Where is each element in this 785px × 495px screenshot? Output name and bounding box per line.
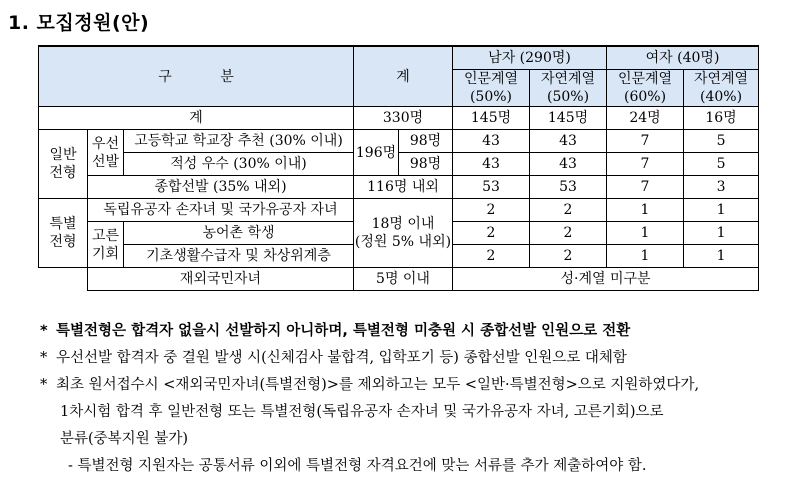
table-cell: 2 xyxy=(453,245,530,268)
table-cell: 2 xyxy=(530,199,607,222)
row-count: 116명 내외 xyxy=(354,176,453,199)
header-gubun: 구 분 xyxy=(39,46,354,107)
overseas-note: 성·계열 미구분 xyxy=(453,268,759,291)
note-3-end: 분류(중복지원 불가) xyxy=(60,431,188,447)
table-cell: 43 xyxy=(453,130,530,153)
priority-label: 우선 선발 xyxy=(88,130,124,176)
quota-table xyxy=(38,45,759,291)
table-cell: 7 xyxy=(607,176,684,199)
row-label: 적성 우수 (30% 이내) xyxy=(124,153,354,176)
header-female-humanities: 인문계열 (60%) xyxy=(607,70,684,107)
total-cell: 145명 xyxy=(453,107,530,130)
table-row xyxy=(39,268,759,291)
note-1: * 특별전형은 합격자 없을시 선발하지 아니하며, 특별전형 미충원 시 종합선발 인원으로 전환 xyxy=(40,323,631,339)
note-3: * 최초 원서접수시 <재외국민자녀(특별전형)>를 제외하고는 모두 <일반·특별전형>으로 지원하였다가, xyxy=(40,377,700,393)
header-row-1 xyxy=(39,46,759,70)
table-cell: 43 xyxy=(530,130,607,153)
header-female-science: 자연계열 (40%) xyxy=(684,70,759,107)
row-label: 종합선발 (35% 내외) xyxy=(88,176,354,199)
note-4: - 특별전형 지원자는 공통서류 이외에 특별전형 자격요건에 맞는 서류를 추가 제출하여야 함. xyxy=(68,458,647,474)
table-cell: 1 xyxy=(607,245,684,268)
table-cell: 2 xyxy=(530,222,607,245)
row-count: 98명 xyxy=(399,153,453,176)
table-cell: 53 xyxy=(530,176,607,199)
header-female: 여자 (40명) xyxy=(607,46,759,70)
table-cell: 1 xyxy=(684,245,759,268)
general-label: 일반 전형 xyxy=(39,130,88,199)
table-cell: 1 xyxy=(607,222,684,245)
table-cell: 2 xyxy=(530,245,607,268)
row-count: 98명 xyxy=(399,130,453,153)
table-cell: 5 xyxy=(684,153,759,176)
page-title: 1. 모집정원(안) xyxy=(8,12,150,34)
table-cell: 2 xyxy=(453,222,530,245)
equal-label: 고른 기회 xyxy=(88,222,124,268)
table-cell: 1 xyxy=(684,199,759,222)
table-cell: 3 xyxy=(684,176,759,199)
note-3-continued: 1차시험 합격 후 일반전형 또는 특별전형(독립유공자 손자녀 및 국가유공자 자녀, 고른기회)으로 xyxy=(60,404,664,420)
priority-subtotal: 196명 xyxy=(354,130,399,176)
blank-cell xyxy=(39,268,88,291)
total-cell: 24명 xyxy=(607,107,684,130)
row-label: 재외국민자녀 xyxy=(88,268,354,291)
header-male-science: 자연계열 (50%) xyxy=(530,70,607,107)
table-cell: 2 xyxy=(453,199,530,222)
header-total: 계 xyxy=(354,46,453,107)
table-row xyxy=(39,176,759,199)
table-row xyxy=(39,153,759,176)
table-row xyxy=(39,130,759,153)
total-label: 계 xyxy=(39,107,354,130)
table-cell: 53 xyxy=(453,176,530,199)
total-value: 330명 xyxy=(354,107,453,130)
header-male-humanities: 인문계열 (50%) xyxy=(453,70,530,107)
table-cell: 43 xyxy=(453,153,530,176)
row-label: 기초생활수급자 및 차상위계층 xyxy=(124,245,354,268)
total-cell: 145명 xyxy=(530,107,607,130)
special-total: 18명 이내 (정원 5% 내외) xyxy=(354,199,453,268)
row-label: 농어촌 학생 xyxy=(124,222,354,245)
note-2: * 우선선발 합격자 중 결원 발생 시(신체검사 불합격, 입학포기 등) 종합선발 인원으로 대체함 xyxy=(40,350,627,366)
row-label: 독립유공자 손자녀 및 국가유공자 자녀 xyxy=(88,199,354,222)
table-cell: 7 xyxy=(607,130,684,153)
table-cell: 7 xyxy=(607,153,684,176)
total-cell: 16명 xyxy=(684,107,759,130)
table-row xyxy=(39,199,759,222)
table-cell: 43 xyxy=(530,153,607,176)
table-cell: 1 xyxy=(607,199,684,222)
table-cell: 1 xyxy=(684,222,759,245)
row-label: 고등학교 학교장 추천 (30% 이내) xyxy=(124,130,354,153)
header-male: 남자 (290명) xyxy=(453,46,607,70)
special-label: 특별 전형 xyxy=(39,199,88,268)
row-count: 5명 이내 xyxy=(354,268,453,291)
table-cell: 5 xyxy=(684,130,759,153)
notes xyxy=(40,318,770,480)
total-row xyxy=(39,107,759,130)
